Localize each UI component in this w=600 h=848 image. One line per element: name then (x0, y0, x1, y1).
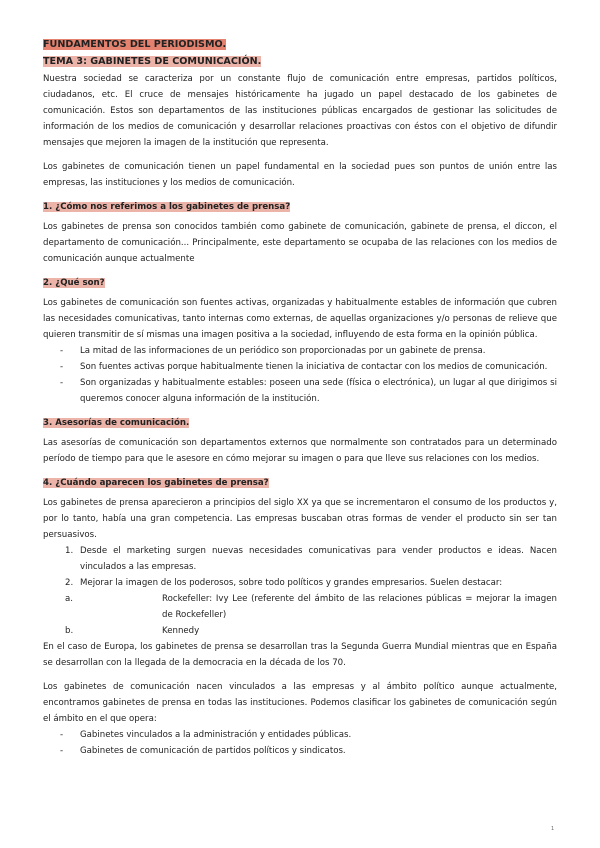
sub-list-item: b. Kennedy (65, 626, 200, 636)
section-paragraph: En el caso de Europa, los gabinetes de prensa se desarrollan tras la Segunda Guerra Mundial mientras que en España se desarrollan con la llegada de la democracia en la década de los 70. (43, 642, 557, 668)
bullet-list (43, 343, 557, 407)
list-item: - Gabinetes de comunicación de partidos políticos y sindicatos. (43, 743, 557, 759)
section-heading: 1. ¿Cómo nos referimos a los gabinetes de prensa? (43, 202, 291, 212)
section-heading: 3. Asesorías de comunicación. (43, 418, 190, 428)
section-paragraph: Las asesorías de comunicación son departamentos externos que normalmente son contratados para un determinado período de tiempo para que le asesore en cómo mejorar su imagen o para que lleve sus relaciones con los medios. (43, 438, 557, 464)
document-title: FUNDAMENTOS DEL PERIODISMO. (43, 39, 227, 50)
section-paragraph: Los gabinetes de prensa son conocidos también como gabinete de comunicación, gabinete de prensa, el diccon, el departamento de comunicación... Principalmente, este departamento se ocupaba de las relaciones con los medios de comunicación aunque actualmente (43, 222, 557, 264)
list-item: 1. Desde el marketing surgen nuevas necesidades comunicativas para vender productos e ideas. Nacen vinculados a las empresas. (65, 546, 557, 572)
document-subtitle: TEMA 3: GABINETES DE COMUNICACIÓN. (43, 56, 262, 67)
bullet-list (43, 727, 557, 759)
list-item: 2. Mejorar la imagen de los poderosos, sobre todo políticos y grandes empresarios. Suelen destacar: (65, 578, 503, 588)
intro-paragraph: Los gabinetes de comunicación tienen un papel fundamental en la sociedad pues son puntos de unión entre las empresas, las instituciones y los medios de comunicación. (43, 162, 557, 188)
sub-list-item: a. Rockefeller: Ivy Lee (referente del ámbito de las relaciones públicas = mejorar la imagen de Rockefeller) (65, 594, 557, 620)
page-number: 1 (551, 826, 555, 832)
document-page (43, 36, 557, 759)
list-item: - Gabinetes vinculados a la administración y entidades públicas. (43, 727, 557, 743)
list-item: - La mitad de las informaciones de un periódico son proporcionadas por un gabinete de prensa. (43, 343, 557, 359)
section-paragraph: Los gabinetes de comunicación nacen vinculados a las empresas y al ámbito político aunque actualmente, encontramos gabinetes de prensa en todas las instituciones. Podemos clasificar los gabinetes de comunicación según el ámbito en el que opera: (43, 682, 557, 724)
list-item: - Son fuentes activas porque habitualmente tienen la iniciativa de contactar con los medios de comunicación. (43, 359, 557, 375)
section-paragraph: Los gabinetes de comunicación son fuentes activas, organizadas y habitualmente estables de información que cubren las necesidades comunicativas, tanto internas como externas, de aquellas organizaciones y/o personas de relieve que quieren transmitir de sí mismas una imagen positiva a la sociedad, influyendo de esta forma en la opinión pública. (43, 298, 557, 340)
list-item: - Son organizadas y habitualmente estables: poseen una sede (física o electrónica), un lugar al que dirigimos si queremos conocer alguna información de la institución. (43, 375, 557, 407)
section-heading: 2. ¿Qué son? (43, 278, 105, 288)
intro-paragraph: Nuestra sociedad se caracteriza por un constante flujo de comunicación entre empresas, partidos políticos, ciudadanos, etc. El cruce de mensajes históricamente ha jugado un papel destacado de los gabinetes de comunicación. Estos son departamentos de las instituciones públicas encargados de gestionar las solicitudes de información de los medios de comunicación y desarrollar relaciones proactivas con éstos con el objetivo de difundir mensajes que mejoren la imagen de la institución que representa. (43, 74, 557, 148)
section-paragraph: Los gabinetes de prensa aparecieron a principios del siglo XX ya que se incrementaron el consumo de los productos y, por lo tanto, había una gran competencia. Las empresas buscaban otras formas de vender el producto sin ser tan persuasivos. (43, 498, 557, 540)
numbered-list (43, 543, 557, 639)
section-heading: 4. ¿Cuándo aparecen los gabinetes de prensa? (43, 478, 269, 488)
